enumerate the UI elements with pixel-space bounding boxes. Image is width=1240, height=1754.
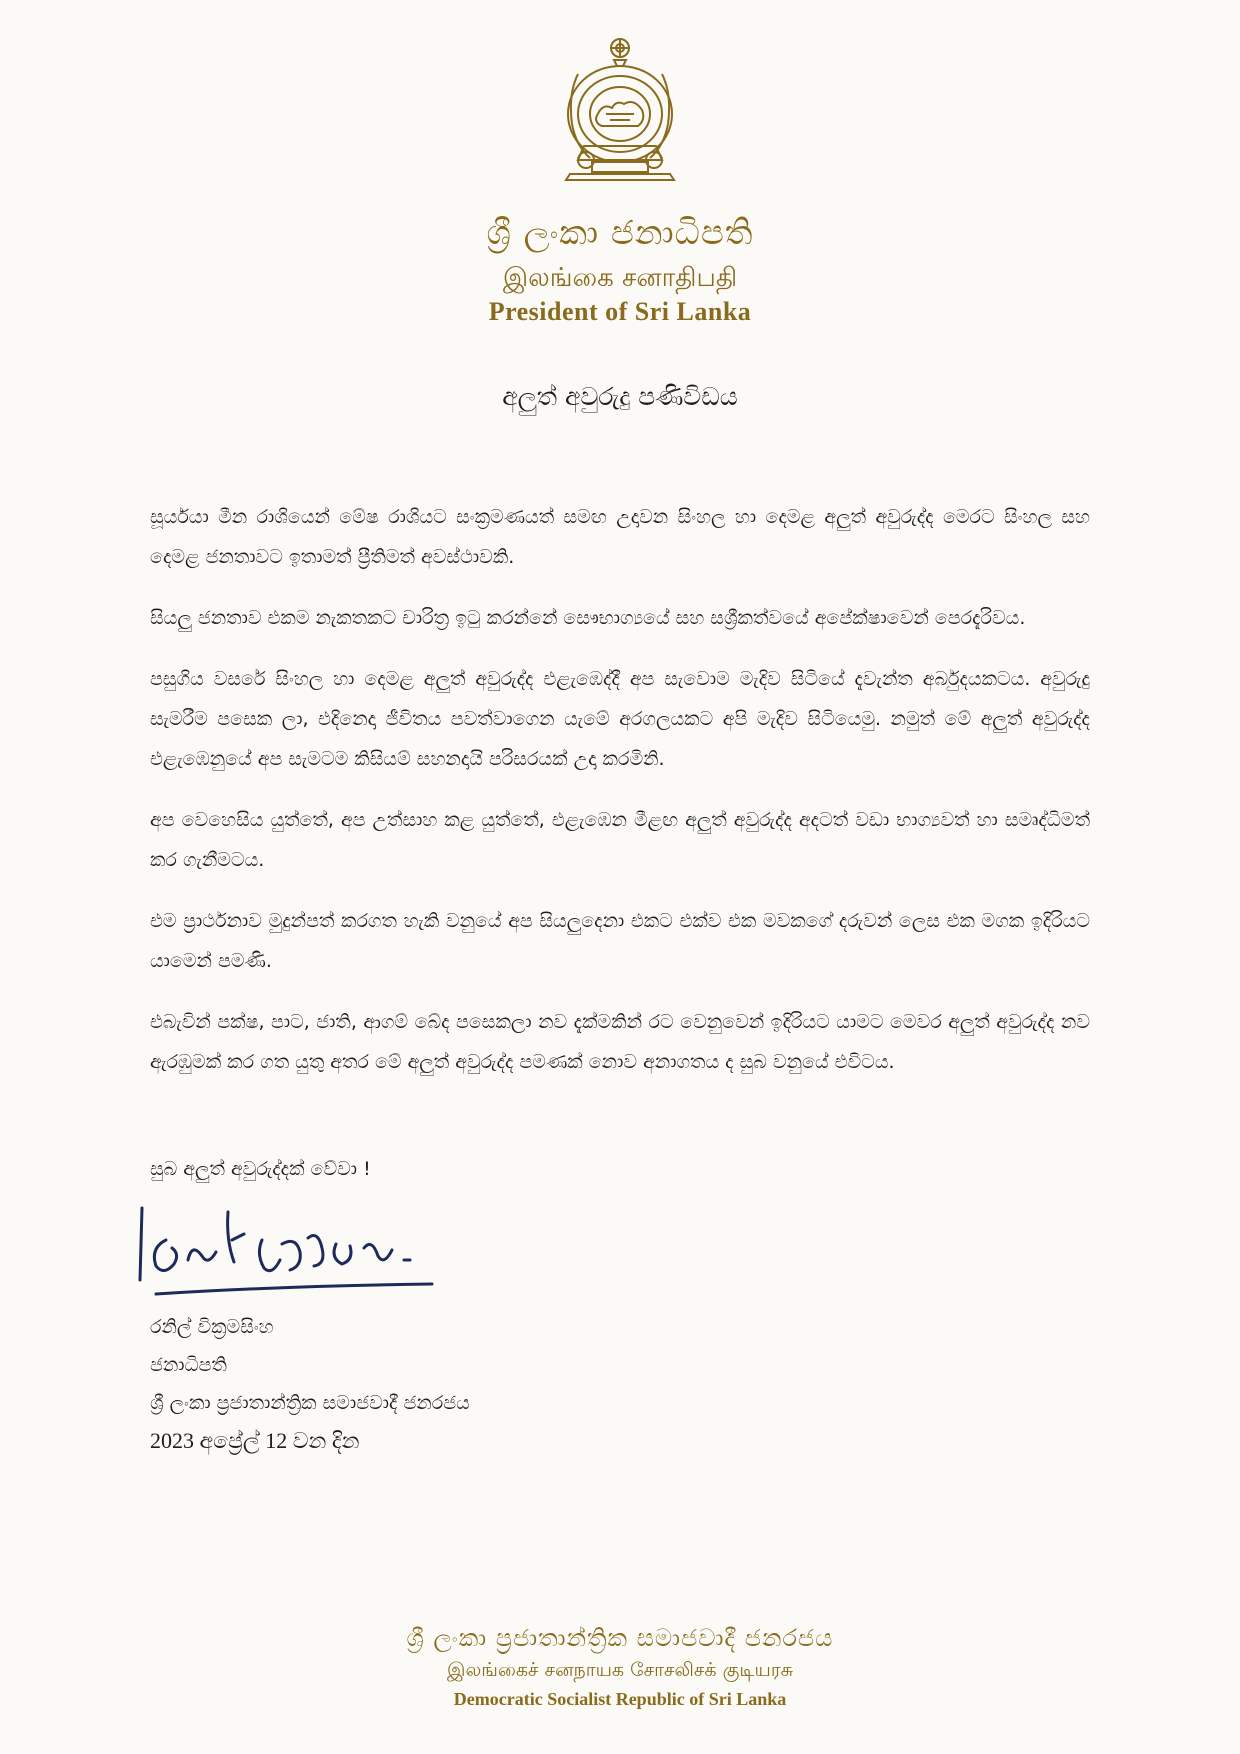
letterhead-sinhala: ශ්‍රී ලංකා ජනාධිපති bbox=[486, 213, 754, 253]
signature-block bbox=[150, 1308, 470, 1460]
paragraph: සූර්යයා මීන රාශියෙන් මේෂ රාශියට සංක්‍රමණයත් සමඟ උදාවන සිංහල හා දෙමළ අලුත් අවුරුද්ද මෙරට සිංහල සහ දෙමළ ජනතාවට ඉතාමත් ප්‍රීතිමත් අවස්ථාවකි. bbox=[150, 506, 1090, 568]
page-title: අලුත් අවුරුදු පණිවිඩය bbox=[502, 382, 738, 411]
signatory-name: රනිල් වික්‍රමසිංහ bbox=[150, 1316, 274, 1338]
paragraph: එබැවින් පක්ෂ, පාට, ජාති, ආගම් බේද පසෙකලා නව දැක්මකින් රට වෙනුවෙන් ඉදිරියට යාමට මෙවර අලුත් අවුරුද්ද නව ඇරඹුමක් කර ගත යුතු අතර මේ අලුත් අවුරුද්ද පමණක් නොව අනාගතය ද සුබ වනුයේ එවිටය. bbox=[150, 1011, 1090, 1073]
letterhead-tamil: இலங்கை சனாதிபதி bbox=[502, 263, 738, 293]
signatory-role: ජනාධිපති bbox=[150, 1354, 227, 1376]
paragraph: අප වෙහෙසිය යුත්තේ, අප උත්සාහ කළ යුත්තේ, එළැඹෙන මීළඟ අලුත් අවුරුද්ද අදටත් වඩා භාග්‍යවත් හා සමෘද්ධිමත් කර ගැනීමටය. bbox=[150, 809, 1090, 871]
handwritten-signature-icon bbox=[132, 1200, 472, 1310]
footer-tamil: இலங்கைச் சனநாயக சோசலிசக் குடியரசு bbox=[446, 1659, 794, 1681]
footer-english: Democratic Socialist Republic of Sri Lanka bbox=[453, 1689, 787, 1709]
paragraph: එම ප්‍රාර්ථනාව මුදුන්පත් කරගත හැකි වනුයේ අප සියලුදෙනා එකට එක්ව එක මවකගේ දරුවන් ලෙස එක මගක ඉදිරියට යාමෙන් පමණි. bbox=[150, 910, 1090, 972]
sri-lanka-emblem-icon bbox=[550, 34, 690, 184]
signatory-state: ශ්‍රී ලංකා ප්‍රජාතාන්ත්‍රික සමාජවාදී ජනරජය bbox=[150, 1392, 470, 1414]
footer-sinhala: ශ්‍රී ලංකා ප්‍රජාතාන්ත්‍රික සමාජවාදී ජනරජය bbox=[406, 1624, 834, 1652]
message-body bbox=[150, 497, 1090, 1103]
letterhead-english: President of Sri Lanka bbox=[488, 297, 752, 326]
paragraph: සියලු ජනතාව එකම නැකතකට චාරිත්‍ර ඉටු කරන්නේ සෞභාග්‍යයේ සහ සශ්‍රීකත්වයේ අපේක්ෂාවෙන් පෙරදැරිවය. bbox=[150, 607, 1026, 629]
letterhead-footer bbox=[0, 1620, 1240, 1714]
letter-date: 2023 අප්‍රේල් 12 වන දින bbox=[150, 1428, 360, 1453]
closing-greeting: සුබ අලුත් අවුරුද්දක් වේවා ! bbox=[150, 1158, 371, 1180]
paragraph: පසුගිය වසරේ සිංහල හා දෙමළ අලුත් අවුරුද්ද එළැඹෙද්දී අප සැවොම මැදිව සිටියේ දැවැන්ත අර්බුදයකටය. අවුරුදු සැමරීම පසෙක ලා, එදිනෙදා ජීවිතය පවත්වාගෙන යැමේ අරගලයකට අපි මැදිව සිටියෙමු. නමුත් මේ අලුත් අවුරුද්ද එළැඹෙනුයේ අප සැමටම කිසියම් සහනදායි පරිසරයක් උදා කරමිනි. bbox=[150, 668, 1090, 770]
